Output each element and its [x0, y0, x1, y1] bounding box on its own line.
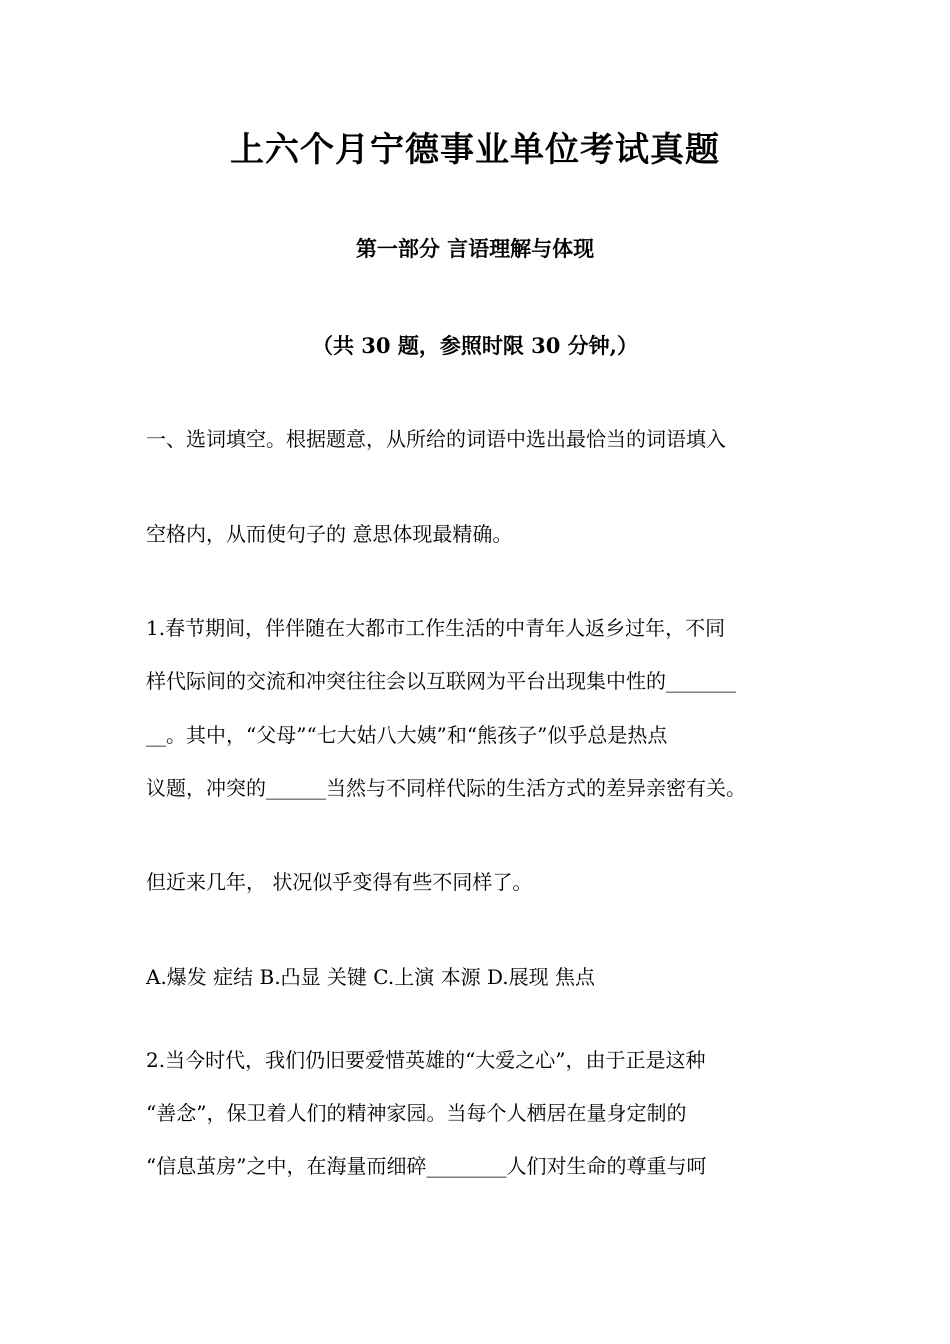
document-title: 上六个月宁德事业单位考试真题 — [230, 130, 720, 170]
question-1-line: 1.春节期间，伴伴随在大都市工作生活的中青年人返乡过年，不同 — [146, 616, 726, 640]
part-note: （共 30 题，参照时限 30 分钟,） — [311, 333, 638, 358]
part-heading: 第一部分 言语理解与体现 — [355, 236, 595, 261]
instruction-line: 空格内，从而使句子的 意思体现最精确。 — [146, 522, 513, 546]
question-1-line: 但近来几年， 状况似乎变得有些不同样了。 — [146, 870, 533, 894]
question-2-line: 2.当今时代，我们仍旧要爱惜英雄的“大爱之心”，由于正是这种 — [146, 1048, 706, 1072]
question-1-line: 样代际间的交流和冲突往往会以互联网为平台出现集中性的_______ — [146, 669, 736, 693]
question-1-options: A.爆发 症结 B.凸显 关键 C.上演 本源 D.展现 焦点 — [146, 965, 595, 989]
question-2-line: “信息茧房”之中，在海量而细碎________人们对生命的尊重与呵 — [146, 1154, 707, 1178]
question-2-line: “善念”，保卫着人们的精神家园。当每个人栖居在量身定制的 — [146, 1101, 687, 1125]
question-1-line: 议题，冲突的______当然与不同样代际的生活方式的差异亲密有关。 — [146, 776, 746, 800]
question-1-line: __。其中，“父母”“七大姑八大姨”和“熊孩子”似乎总是热点 — [146, 723, 668, 747]
instruction-line: 一、选词填空。根据题意，从所给的词语中选出最恰当的词语填入 — [146, 427, 726, 451]
